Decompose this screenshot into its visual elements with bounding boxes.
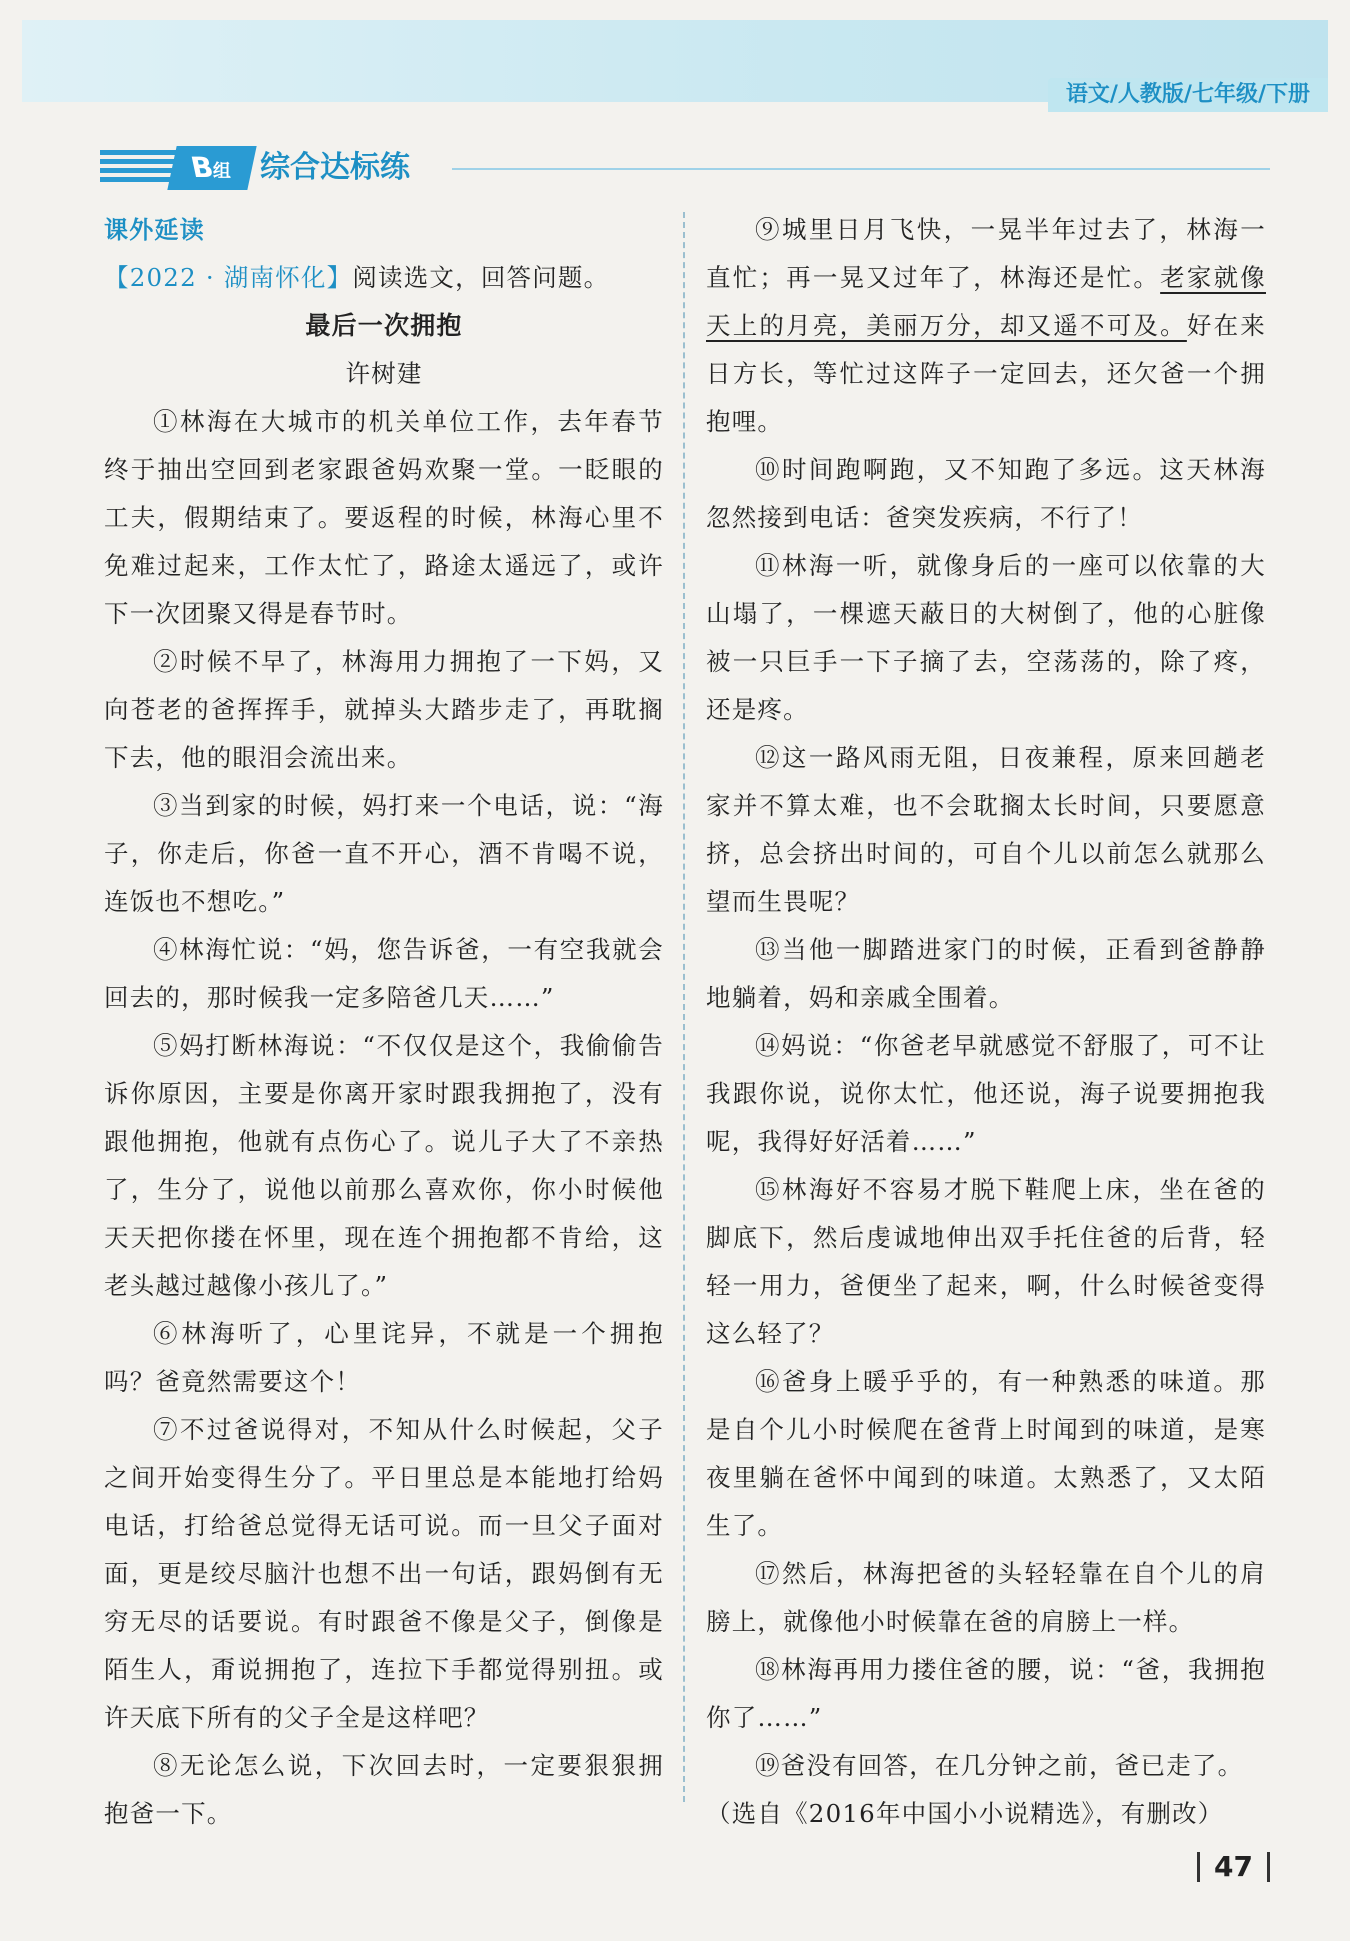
subsection-label: 课外延读 [104, 216, 205, 244]
group-badge-letter: B [188, 151, 217, 184]
paragraph: ⑤妈打断林海说：“不仅仅是这个，我偷偷告诉你原因，主要是你离开家时跟我拥抱了，没有跟他拥抱，他就有点伤心了。说儿子大了不亲热了，生分了，说他以前那么喜欢你，你小时候他天天把你搂在怀里，现在连个拥抱都不肯给，这老头越过越像小孩儿了。” [104, 1031, 664, 1300]
article-author: 许树建 [345, 359, 423, 388]
paragraph: ⑥林海听了，心里诧异，不就是一个拥抱吗？爸竟然需要这个！ [104, 1319, 664, 1396]
paragraph: ⑫这一路风雨无阻，日夜兼程，原来回趟老家并不算太难，也不会耽搁太长时间，只要愿意挤，总会挤出时间的，可自个儿以前怎么就那么望而生畏呢？ [706, 743, 1266, 916]
paragraph: ⑱林海再用力搂住爸的腰，说：“爸，我拥抱你了……” [706, 1655, 1266, 1732]
source-line [104, 254, 664, 302]
column-divider [683, 212, 685, 1802]
paragraph: ⑩时间跑啊跑，又不知跑了多远。这天林海忽然接到电话：爸突发疾病，不行了！ [706, 455, 1266, 532]
header-rule [452, 168, 1270, 170]
paragraph-9 [706, 206, 1266, 446]
stripe-decoration [100, 150, 180, 186]
paragraph: ⑬当他一脚踏进家门的时候，正看到爸静静地躺着，妈和亲戚全围着。 [706, 935, 1266, 1012]
paragraph: ⑯爸身上暖乎乎的，有一种熟悉的味道。那是自个儿小时候爬在爸背上时闻到的味道，是寒夜里躺在爸怀中闻到的味道。太熟悉了，又太陌生了。 [706, 1367, 1266, 1540]
series-tag: 语文/人教版/七年级/下册 [1048, 78, 1328, 112]
left-column [104, 206, 664, 1838]
source-tag: 【2022 · 湖南怀化】 [104, 263, 353, 292]
paragraph: ③当到家的时候，妈打来一个电话，说：“海子，你走后，你爸一直不开心，酒不肯喝不说，连饭也不想吃。” [104, 791, 664, 916]
paragraph: ②时候不早了，林海用力拥抱了一下妈，又向苍老的爸挥挥手，就掉头大踏步走了，再耽搁下去，他的眼泪会流出来。 [104, 647, 664, 772]
page-number: 47 [1197, 1852, 1270, 1882]
para9-text-before: ⑨城里日月飞快，一晃半年过去了，林海一直忙；再一晃又过年了，林海还是忙。 [706, 215, 1266, 292]
paragraph: ⑭妈说：“你爸老早就感觉不舒服了，可不让我跟你说，说你太忙，他还说，海子说要拥抱我呢，我得好好活着……” [706, 1031, 1266, 1156]
paragraph: ⑮林海好不容易才脱下鞋爬上床，坐在爸的脚底下，然后虔诚地伸出双手托住爸的后背，轻轻一用力，爸便坐了起来，啊，什么时候爸变得这么轻了？ [706, 1175, 1266, 1348]
article-title: 最后一次拥抱 [305, 311, 463, 340]
citation: （选自《2016年中国小小说精选》，有删改） [706, 1799, 1224, 1828]
paragraph: ⑧无论怎么说，下次回去时，一定要狠狠拥抱爸一下。 [104, 1751, 664, 1828]
section-title: 综合达标练 [260, 150, 410, 185]
paragraph: ①林海在大城市的机关单位工作，去年春节终于抽出空回到老家跟爸妈欢聚一堂。一眨眼的工夫，假期结束了。要返程的时候，林海心里不免难过起来，工作太忙了，路途太遥远了，或许下一次团聚又得是春节时。 [104, 407, 664, 628]
right-column [706, 206, 1266, 1838]
section-header [100, 146, 1270, 190]
underlined-sentence: 老家就像天上的月亮，美丽万分，却又遥不可及。 [706, 263, 1266, 340]
paragraph: ⑪林海一听，就像身后的一座可以依靠的大山塌了，一棵遮天蔽日的大树倒了，他的心脏像被一只巨手一下子摘了去，空荡荡的，除了疼，还是疼。 [706, 551, 1266, 724]
group-badge-suffix: 组 [213, 161, 232, 182]
paragraph: ④林海忙说：“妈，您告诉爸，一有空我就会回去的，那时候我一定多陪爸几天……” [104, 935, 664, 1012]
paragraph: ⑲爸没有回答，在几分钟之前，爸已走了。 [755, 1751, 1244, 1780]
instruction: 阅读选文，回答问题。 [352, 263, 610, 292]
paragraph: ⑰然后，林海把爸的头轻轻靠在自个儿的肩膀上，就像他小时候靠在爸的肩膀上一样。 [706, 1559, 1266, 1636]
group-badge [167, 146, 256, 190]
para9-text-after: 好在来日方长，等忙过这阵子一定回去，还欠爸一个拥抱哩。 [706, 311, 1266, 436]
paragraph: ⑦不过爸说得对，不知从什么时候起，父子之间开始变得生分了。平日里总是本能地打给妈电话，打给爸总觉得无话可说。而一旦父子面对面，更是绞尽脑汁也想不出一句话，跟妈倒有无穷无尽的话要说。有时跟爸不像是父子，倒像是陌生人，甭说拥抱了，连拉下手都觉得别扭。或许天底下所有的父子全是这样吧？ [104, 1415, 664, 1732]
